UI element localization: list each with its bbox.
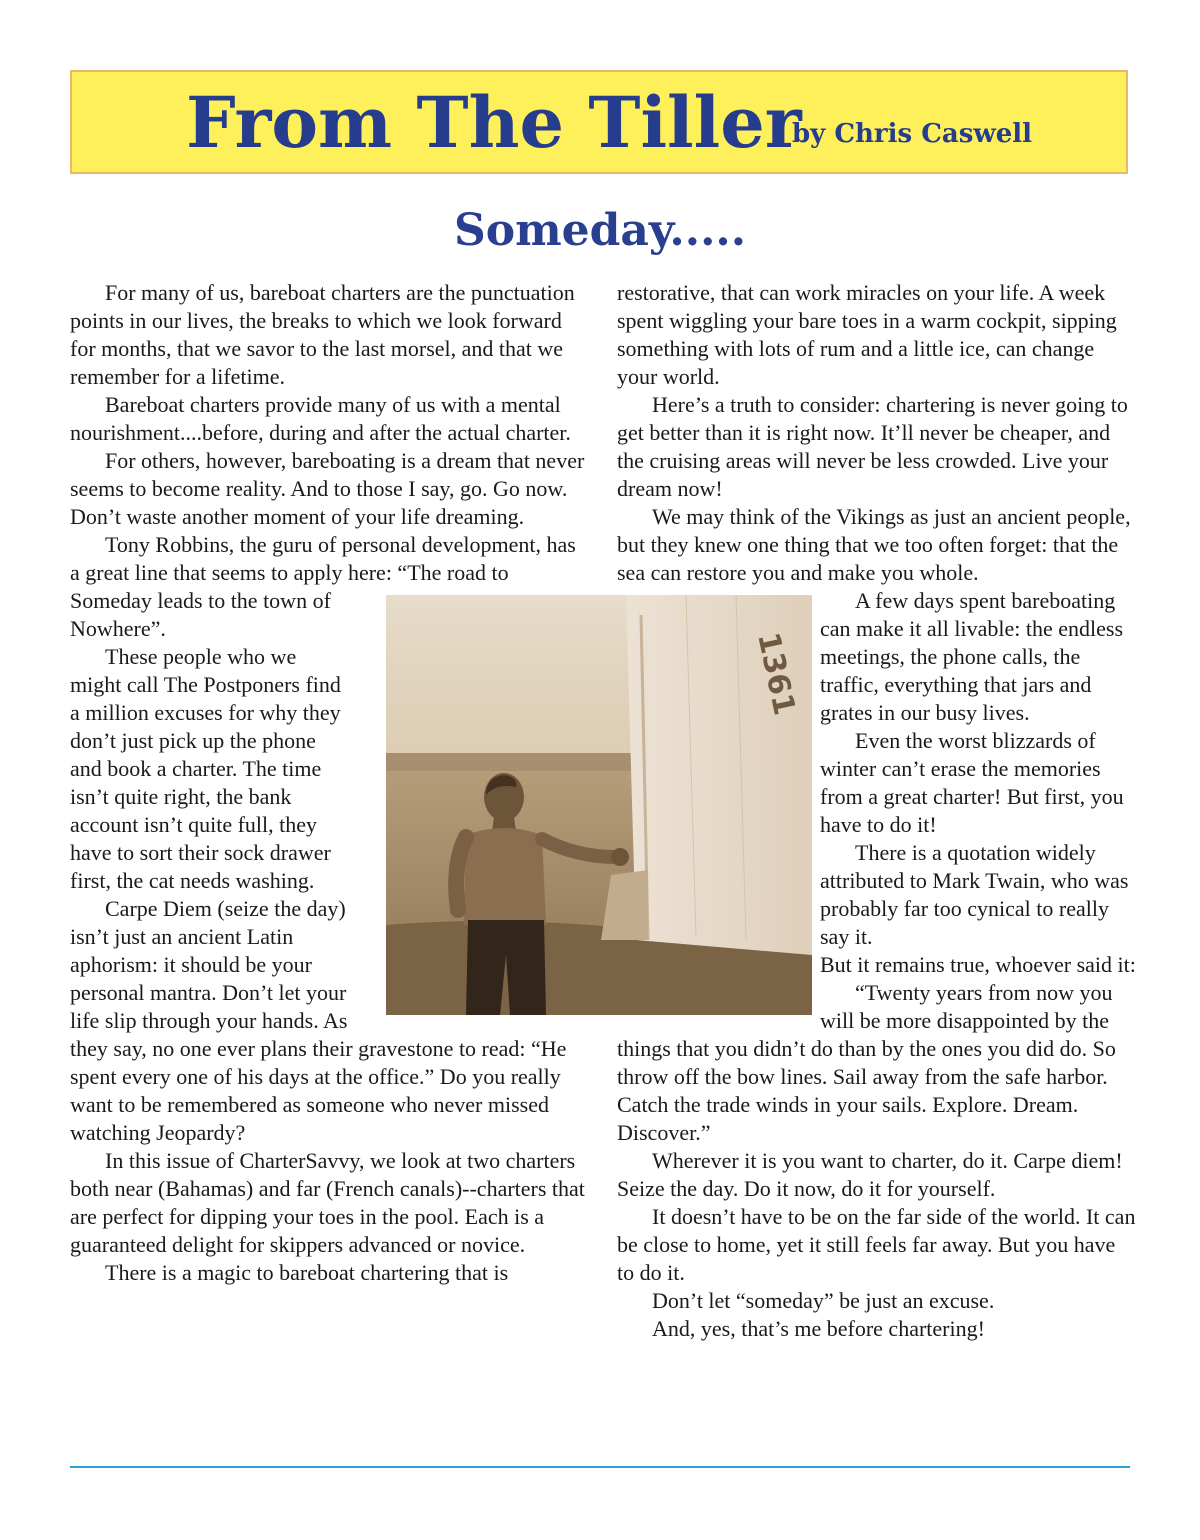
paragraph: Even the worst blizzards of winter can’t erase the memories from a great charter! But first, you have to do it! — [820, 728, 1124, 837]
paragraph: We may think of the Vikings as just an ancient people, but they knew one thing that we too often forget: that the sea can restore you and make you whole. — [617, 504, 1131, 585]
paragraph: But it remains true, whoever said it: — [820, 952, 1136, 977]
byline: by Chris Caswell — [792, 119, 1033, 149]
paragraph: For others, however, bareboating is a dream that never seems to become reality. And to those I say, go. Go now. Don’t waste another moment of your life dreaming. — [70, 448, 585, 529]
paragraph: In this issue of CharterSavvy, we look at two charters both near (Bahamas) and far (French canals)--charters that are perfect for dipping your toes in the pool. Each is a guaranteed delight for skippers advanced or novice. — [70, 1148, 585, 1257]
sail-number: 1361 — [750, 629, 802, 719]
paragraph: There is a magic to bareboat chartering that is — [105, 1260, 509, 1285]
title-banner — [70, 70, 1128, 174]
paragraph: Wherever it is you want to charter, do it. Carpe diem! Seize the day. Do it now, do it for yourself. — [617, 1148, 1123, 1201]
paragraph: restorative, that can work miracles on your life. A week spent wiggling your bare toes in a warm cockpit, sipping something with lots of rum and a little ice, can change your world. — [617, 280, 1117, 389]
paragraph: These people who we might call The Postponers find a million excuses for why they don’t just pick up the phone and book a charter. The time isn’t quite right, the bank account isn’t quite full, they have to sort their sock drawer first, the cat needs washing. — [70, 644, 341, 893]
article-headline: Someday..... — [453, 205, 747, 256]
paragraph: A few days spent bareboating can make it all livable: the endless meetings, the phone calls, the traffic, everything that jars and grates in our busy lives. — [820, 588, 1124, 725]
paragraph: Don’t let “someday” be just an excuse. — [652, 1288, 995, 1313]
sailboat-photo — [386, 595, 812, 1015]
paragraph: For many of us, bareboat charters are the punctuation points in our lives, the breaks to which we look forward for months, that we savor to the last morsel, and that we remember for a lifetime. — [70, 280, 575, 389]
footer-rule — [70, 1466, 1130, 1468]
paragraph: Carpe Diem (seize the day) isn’t just an ancient Latin aphorism: it should be your personal mantra. Don’t let your life slip through your hands. As they say, no one ever plans their gravestone to read: “He spent every one of his days at the office.” Do you really want to be remembered as someone who never missed watching Jeopardy? — [70, 896, 567, 1145]
paragraph: It doesn’t have to be on the far side of the world. It can be close to home, yet it still feels far away. But you have to do it. — [617, 1204, 1136, 1285]
column-title: From The Tiller — [186, 81, 802, 164]
paragraph: Bareboat charters provide many of us with a mental nourishment....before, during and after the actual charter. — [70, 392, 571, 445]
paragraph: And, yes, that’s me before chartering! — [652, 1316, 985, 1341]
paragraph: Here’s a truth to consider: chartering is never going to get better than it is right now. It’ll never be cheaper, and the cruising areas will never be less crowded. Live your dream now! — [617, 392, 1128, 501]
paragraph: Tony Robbins, the guru of personal development, has a great line that seems to apply here: “The road to Someday leads to the town of Nowhere”. — [70, 532, 576, 641]
paragraph: There is a quotation widely attributed to Mark Twain, who was probably far too cynical to really say it. — [820, 840, 1129, 949]
paragraph: “Twenty years from now you will be more disappointed by the things that you didn’t do than by the ones you did do. So throw off the bow lines. Sail away from the safe harbor. Catch the trade winds in your sails. Explore. Dream. Discover.” — [617, 980, 1116, 1145]
